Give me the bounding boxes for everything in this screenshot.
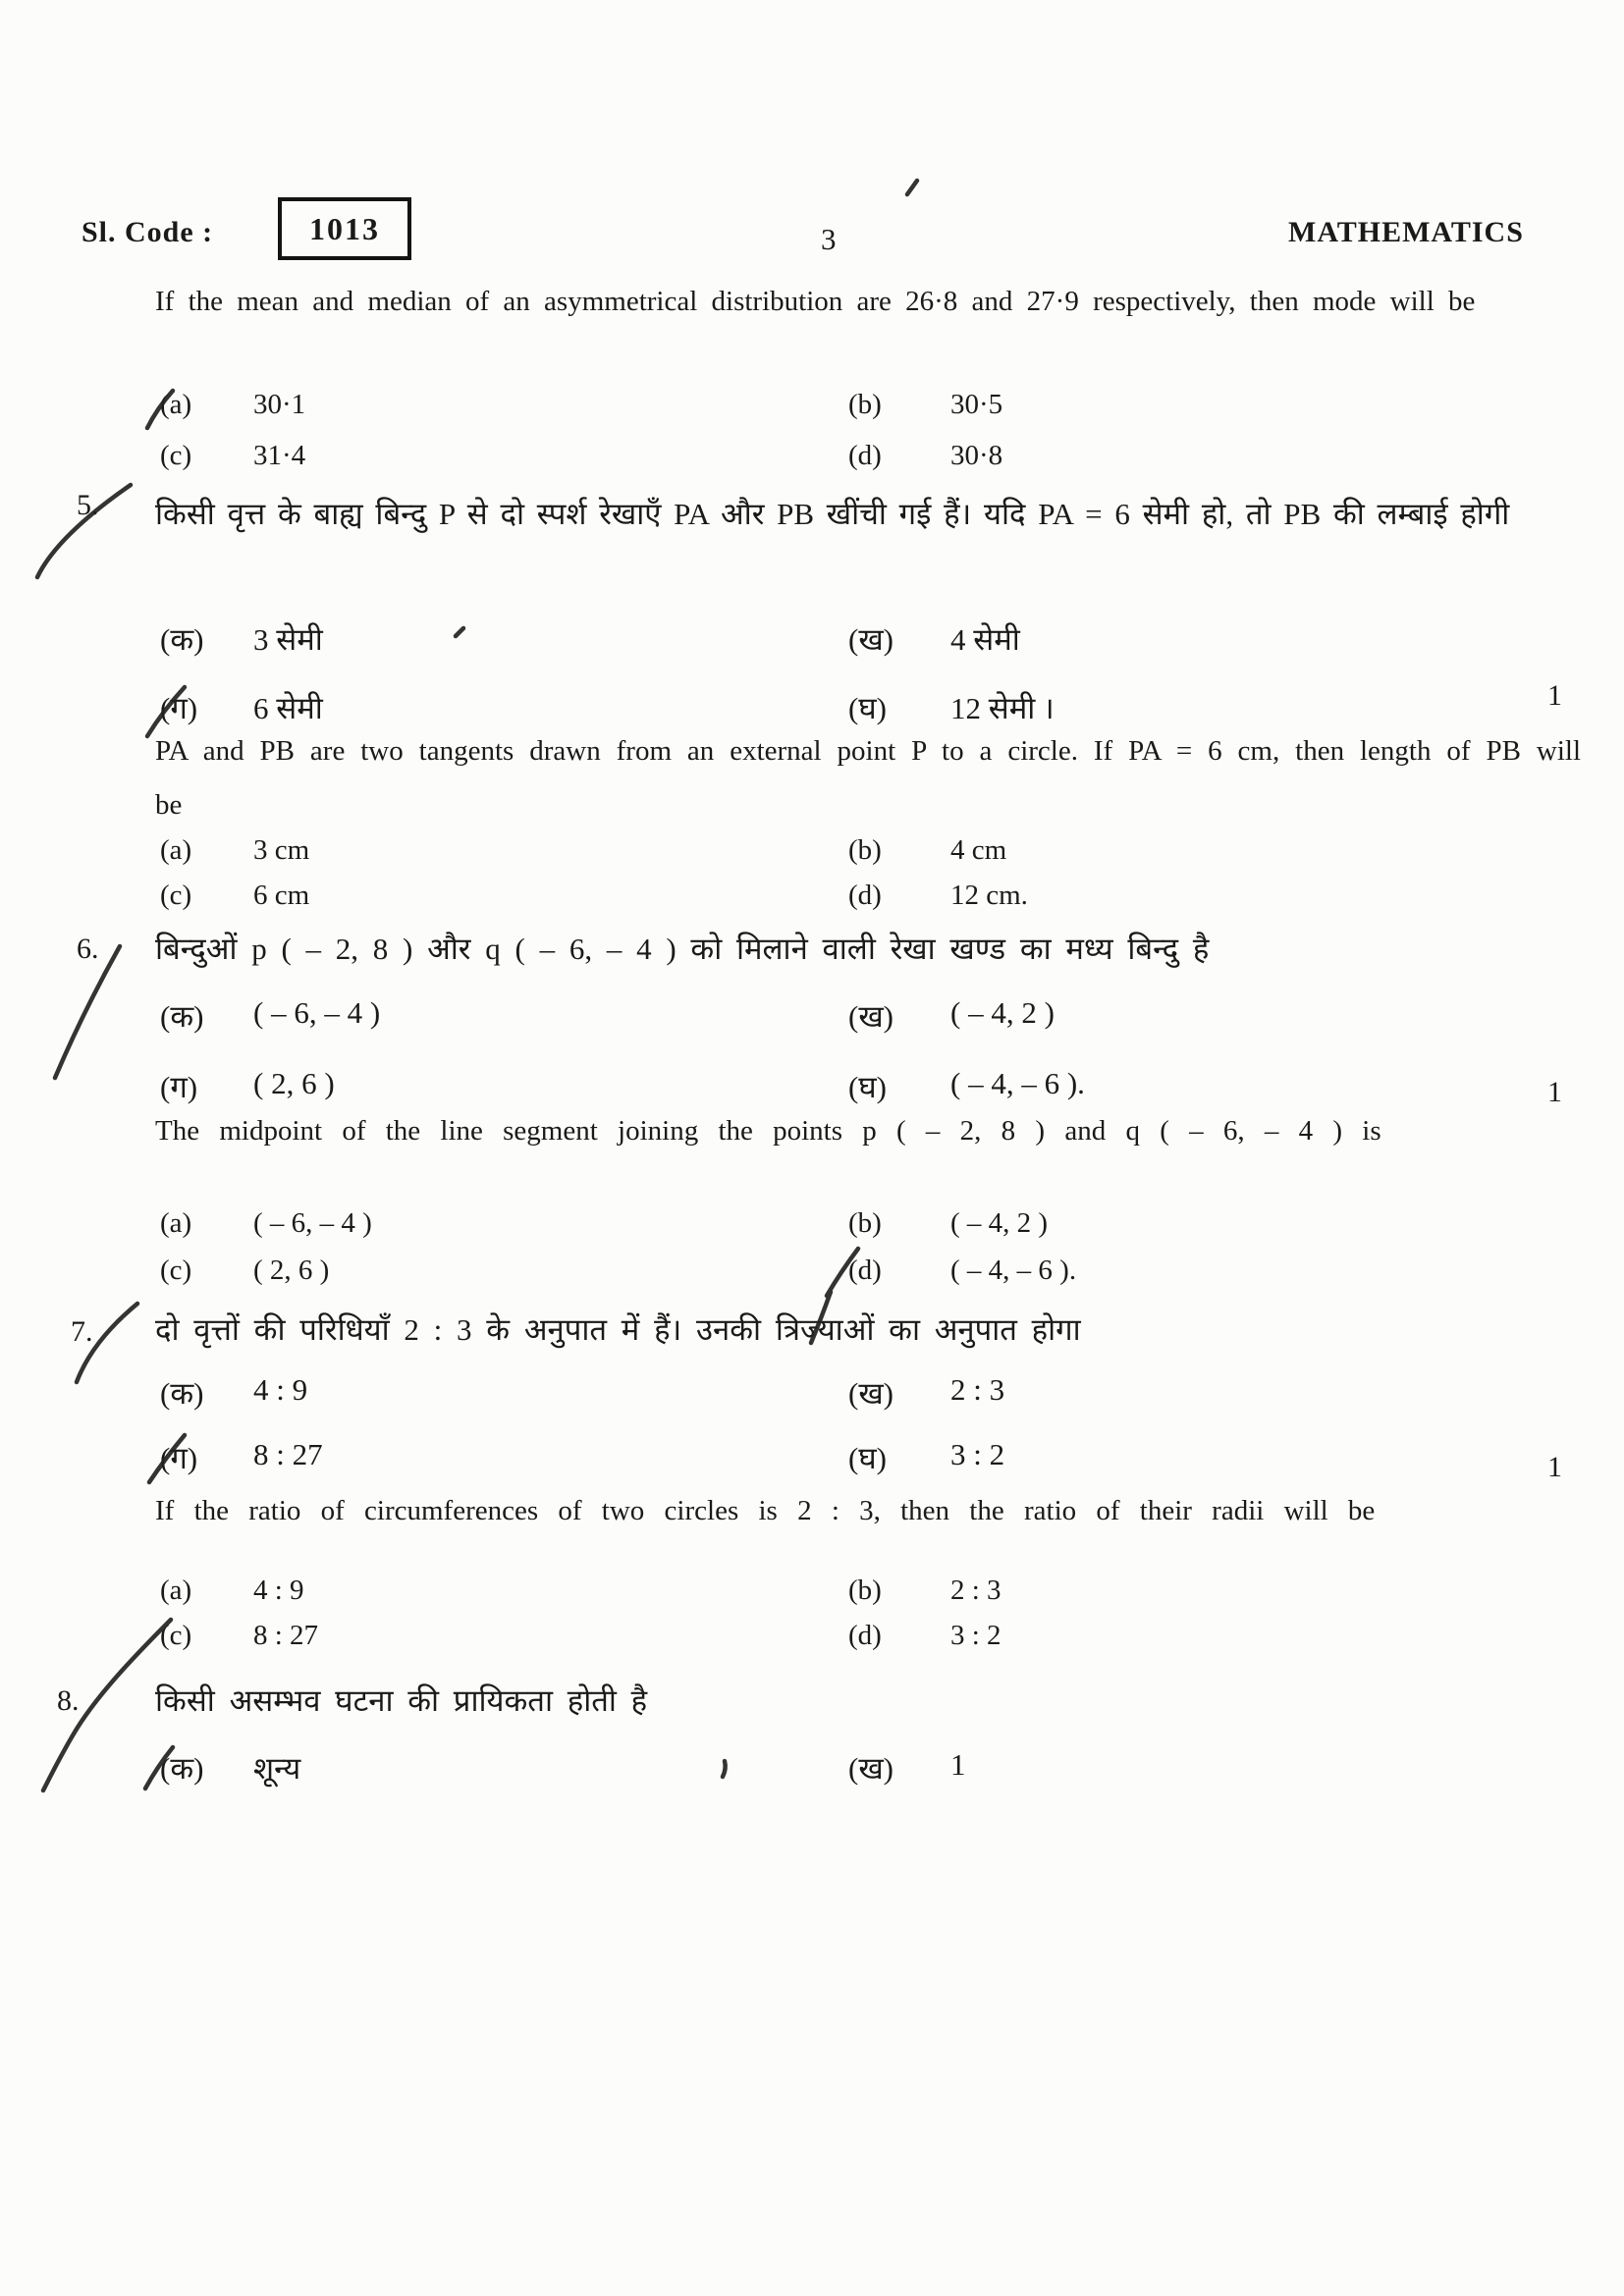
q7-option-kha-value: 2 : 3 xyxy=(950,1372,1005,1407)
q5-option-ka-label: (क) xyxy=(160,622,204,657)
q4-option-b-label: (b) xyxy=(848,389,882,420)
q7-option-ga-label: (ग) xyxy=(160,1441,198,1475)
q6-number: 6. xyxy=(77,933,99,965)
q6-option-b-label: (b) xyxy=(848,1207,882,1239)
q7-number: 7. xyxy=(71,1315,93,1348)
q8-option-kha-value: 1 xyxy=(950,1747,966,1782)
q6-option-d-label: (d) xyxy=(848,1255,882,1286)
q7-option-d-value: 3 : 2 xyxy=(950,1620,1001,1651)
q7-option-b-value: 2 : 3 xyxy=(950,1575,1001,1606)
q6-option-c-value: ( 2, 6 ) xyxy=(253,1255,330,1286)
q5-number: 5. xyxy=(77,489,99,521)
q6-option-ka-value: ( – 6, – 4 ) xyxy=(253,995,381,1030)
q8-text-hi: किसी असम्भव घटना की प्रायिकता होती है xyxy=(155,1683,648,1718)
q6-option-gha-value: ( – 4, – 6 ). xyxy=(950,1066,1085,1100)
q5-text-en: PA and PB are two tangents drawn from an external point P to a circle. If PA = 6 cm, then length of PB will be xyxy=(155,735,1581,821)
q5-text-hi: किसी वृत्त के बाह्य बिन्दु P से दो स्पर्श रेखाएँ PA और PB खींची गई हैं। यदि PA = 6 सेमी हो, तो PB की लम्बाई होगी xyxy=(155,497,1510,531)
page-number: 3 xyxy=(821,222,837,256)
q5-option-a-value: 3 cm xyxy=(253,834,310,866)
q4-option-a-value: 30·1 xyxy=(253,389,306,420)
q5-option-c-label: (c) xyxy=(160,880,192,911)
sl-code-value: 1013 xyxy=(309,210,380,246)
q6-option-ka-label: (क) xyxy=(160,999,204,1034)
pen-tick-q6-number xyxy=(55,946,120,1078)
q8-option-ka-value: शून्य xyxy=(253,1751,301,1786)
q5-option-kha-value: 4 सेमी xyxy=(950,622,1020,657)
q7-option-ka-label: (क) xyxy=(160,1376,204,1411)
q5-option-ga-value: 6 सेमी xyxy=(253,691,323,725)
q6-option-kha-label: (ख) xyxy=(848,999,894,1034)
q7-option-gha-value: 3 : 2 xyxy=(950,1437,1005,1471)
q7-option-a-value: 4 : 9 xyxy=(253,1575,304,1606)
q4-option-d-label: (d) xyxy=(848,440,882,471)
q4-option-a-label: (a) xyxy=(160,389,192,420)
q5-option-b-label: (b) xyxy=(848,834,882,866)
q7-option-c-label: (c) xyxy=(160,1620,192,1651)
q4-option-b-value: 30·5 xyxy=(950,389,1003,420)
pen-speck-q8-row xyxy=(723,1761,726,1777)
q6-text-hi: बिन्दुओं p ( – 2, 8 ) और q ( – 6, – 4 ) को मिलाने वाली रेखा खण्ड का मध्य बिन्दु है xyxy=(155,932,1210,966)
q7-option-ka-value: 4 : 9 xyxy=(253,1372,308,1407)
sl-code-label: Sl. Code : xyxy=(81,216,214,248)
q7-option-a-label: (a) xyxy=(160,1575,192,1606)
q7-text-hi: दो वृत्तों की परिधियाँ 2 : 3 के अनुपात में हैं। उनकी त्रिज्याओं का अनुपात होगा xyxy=(155,1312,1081,1347)
q7-option-b-label: (b) xyxy=(848,1575,882,1606)
q6-marks: 1 xyxy=(1547,1076,1562,1108)
q7-option-ga-value: 8 : 27 xyxy=(253,1437,323,1471)
q7-marks: 1 xyxy=(1547,1451,1562,1483)
q5-option-gha-label: (घ) xyxy=(848,691,887,725)
q6-option-a-value: ( – 6, – 4 ) xyxy=(253,1207,372,1239)
q6-option-ga-label: (ग) xyxy=(160,1070,198,1104)
subject-title: MATHEMATICS xyxy=(1288,216,1524,248)
q4-option-c-value: 31·4 xyxy=(253,440,306,471)
q6-option-ga-value: ( 2, 6 ) xyxy=(253,1066,335,1100)
q5-option-ga-label: (ग) xyxy=(160,691,198,725)
q5-option-c-value: 6 cm xyxy=(253,880,310,911)
q6-option-kha-value: ( – 4, 2 ) xyxy=(950,995,1055,1030)
q4-option-c-label: (c) xyxy=(160,440,192,471)
q5-option-ka-value: 3 सेमी xyxy=(253,622,323,657)
q5-option-b-value: 4 cm xyxy=(950,834,1007,866)
q5-option-d-value: 12 cm. xyxy=(950,880,1028,911)
q7-option-kha-label: (ख) xyxy=(848,1376,894,1411)
q6-option-c-label: (c) xyxy=(160,1255,192,1286)
q6-text-en: The midpoint of the line segment joining the points p ( – 2, 8 ) and q ( – 6, – 4 ) is xyxy=(155,1115,1381,1147)
q6-option-b-value: ( – 4, 2 ) xyxy=(950,1207,1049,1239)
q8-option-ka-label: (क) xyxy=(160,1751,204,1786)
q7-text-en: If the ratio of circumferences of two circles is 2 : 3, then the ratio of their radii will be xyxy=(155,1495,1376,1526)
q8-number: 8. xyxy=(57,1684,80,1717)
q6-option-gha-label: (घ) xyxy=(848,1070,887,1104)
q7-option-gha-label: (घ) xyxy=(848,1441,887,1475)
q5-option-kha-label: (ख) xyxy=(848,622,894,657)
q5-option-gha-value: 12 सेमी । xyxy=(950,691,1055,725)
q6-option-a-label: (a) xyxy=(160,1207,192,1239)
q4-option-d-value: 30·8 xyxy=(950,440,1003,471)
q6-option-d-value: ( – 4, – 6 ). xyxy=(950,1255,1077,1286)
q7-option-c-value: 8 : 27 xyxy=(253,1620,319,1651)
q7-option-d-label: (d) xyxy=(848,1620,882,1651)
sl-code-box xyxy=(278,197,411,260)
q5-option-d-label: (d) xyxy=(848,880,882,911)
q5-option-a-label: (a) xyxy=(160,834,192,866)
q4-text-en: If the mean and median of an asymmetrical distribution are 26·8 and 27·9 respectively, then mode will be xyxy=(155,286,1476,317)
pen-speck-q5-row xyxy=(456,628,463,636)
q8-option-kha-label: (ख) xyxy=(848,1751,894,1786)
pen-speck-top xyxy=(907,181,917,194)
q5-marks: 1 xyxy=(1547,679,1562,712)
